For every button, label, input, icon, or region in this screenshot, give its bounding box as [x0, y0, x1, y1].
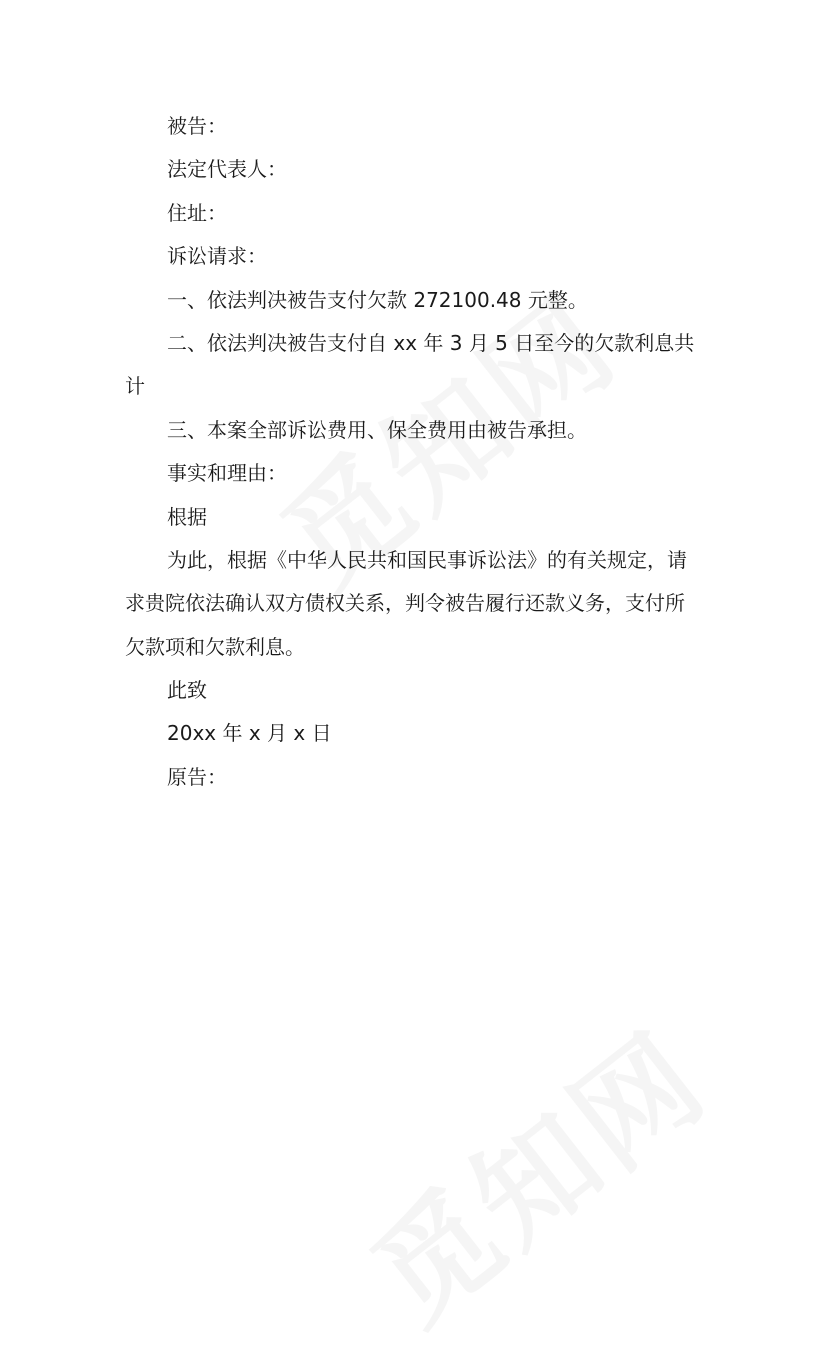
claim-item-1: 一、依法判决被告支付欠款 272100.48 元整。: [167, 287, 588, 312]
conclusion-paragraph-line-2: 求贵院依法确认双方债权关系，判令被告履行还款义务，支付所: [125, 591, 685, 616]
document-body: [125, 105, 715, 799]
claims-heading: 诉讼请求：: [167, 244, 267, 269]
salutation: 此致: [167, 678, 207, 703]
date-line: 20xx 年 x 月 x 日: [167, 721, 332, 746]
conclusion-paragraph-line-3: 欠款项和欠款利息。: [125, 634, 305, 659]
basis-text: 根据: [167, 504, 207, 529]
claim-item-2-continued: 计: [125, 374, 145, 399]
claim-item-2: 二、依法判决被告支付自 xx 年 3 月 5 日至今的欠款利息共: [167, 330, 695, 355]
facts-and-reasons-heading: 事实和理由：: [167, 461, 287, 486]
address-label: 住址：: [167, 200, 227, 225]
claim-item-3: 三、本案全部诉讼费用、保全费用由被告承担。: [167, 417, 587, 442]
legal-representative-label: 法定代表人：: [167, 157, 287, 182]
plaintiff-label: 原告：: [167, 764, 227, 789]
defendant-label: 被告：: [167, 114, 227, 138]
watermark: [332, 987, 736, 1355]
conclusion-paragraph-line-1: 为此，根据《中华人民共和国民事诉讼法》的有关规定，请: [167, 547, 687, 572]
